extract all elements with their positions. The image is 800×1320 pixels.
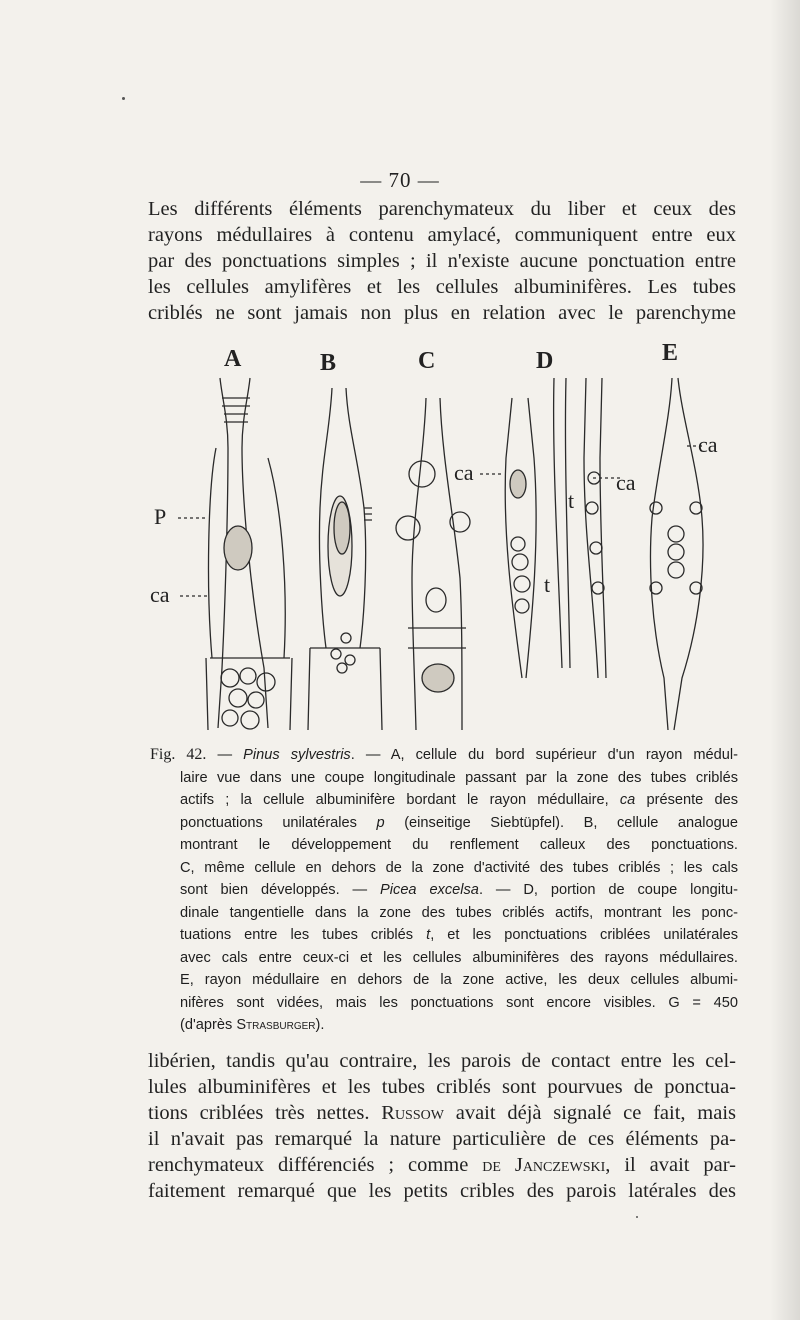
fig-label-t1: t — [568, 488, 575, 513]
caption-line — [150, 789, 738, 812]
author-name: Russow — [381, 1102, 444, 1124]
caption-abbr: ca — [619, 792, 636, 808]
caption-line — [150, 924, 738, 947]
caption-line — [150, 812, 738, 835]
cell-d-drawing — [505, 378, 606, 678]
caption-line — [150, 879, 738, 902]
caption-abbr: t — [426, 927, 431, 943]
species-name: Pinus sylvestris — [243, 747, 351, 763]
text-line: Les différents éléments parenchymateux du liber et ceux des — [148, 198, 736, 220]
caption-text: ponctuations unilatérales — [180, 814, 377, 831]
paper-speck — [122, 97, 125, 100]
body-text: , il avait par- — [605, 1154, 737, 1176]
fig-label-d: D — [536, 348, 554, 374]
body-text: renchymateux différenciés ; comme — [148, 1154, 483, 1176]
paper-speck — [636, 1216, 638, 1218]
fig-label-ca-d: ca — [616, 470, 636, 495]
paragraph-bottom — [148, 1048, 736, 1204]
page-number: — 70 — — [360, 168, 440, 192]
caption-line: avec cals entre ceux-ci et les cellules albuminifères des rayons médullaires. — [180, 949, 738, 966]
fig-label-a: A — [224, 346, 242, 372]
fig-label-e: E — [662, 340, 679, 366]
figure-caption — [150, 744, 738, 1037]
text-line: criblés ne sont jamais non plus en relation avec le parenchyme — [148, 302, 736, 324]
page-edge-shadow — [770, 0, 800, 1320]
fig-label-ca-left: ca — [150, 582, 170, 607]
body-text: avait déjà signalé ce fait, mais — [443, 1102, 737, 1124]
fig-label-t2: t — [544, 572, 551, 597]
body-text: tions criblées très nettes. — [148, 1102, 382, 1124]
paragraph-top — [148, 196, 736, 326]
caption-text: . — A, cellule du bord supérieur d'un rayon médul- — [350, 747, 739, 763]
caption-text: actifs ; la cellule albuminifère bordant le rayon médullaire, — [180, 792, 620, 808]
caption-line: E, rayon médullaire en dehors de la zone active, les deux cellules albumi- — [180, 972, 738, 988]
caption-text: (d'après — [180, 1017, 237, 1033]
fig-label-c: C — [418, 348, 436, 374]
caption-text: (einseitige Siebtüpfel). B, cellule analogue — [384, 814, 738, 831]
fig-label-b: B — [320, 350, 337, 376]
text-line — [148, 1152, 736, 1178]
text-line: faitement remarqué que les petits cribles des parois latérales des — [148, 1180, 736, 1202]
caption-text: . — D, portion de coupe longitu- — [478, 882, 739, 898]
cell-c-drawing — [396, 398, 470, 730]
text-line: par des ponctuations simples ; il n'existe aucune ponctuation entre — [148, 250, 736, 272]
fig-label-p: P — [154, 504, 167, 529]
author-name: de Janczewski — [482, 1154, 606, 1176]
caption-text: , et les ponctuations criblées unilatérales — [430, 927, 738, 943]
caption-text: — — [206, 747, 244, 763]
figure-number: Fig. 42. — [150, 746, 207, 763]
text-line: lules albuminifères et les tubes criblés sont pourvues de ponctua- — [148, 1076, 736, 1098]
caption-text: ). — [315, 1017, 325, 1033]
caption-line: C, même cellule en dehors de la zone d'activité des tubes criblés ; les cals — [180, 859, 738, 876]
botanical-figure — [150, 338, 730, 738]
text-line — [148, 1100, 736, 1126]
text-line: il n'avait pas remarqué la nature particulière de ces éléments pa- — [148, 1128, 736, 1150]
caption-line: laire vue dans une coupe longitudinale passant par la zone des tubes criblés — [180, 769, 738, 786]
text-line: rayons médullaires à contenu amylacé, communiquent entre eux — [148, 224, 736, 246]
fig-label-ca-e: ca — [698, 432, 718, 457]
caption-text: présente des — [635, 792, 738, 808]
caption-line: dinale tangentielle dans la zone des tubes criblés actifs, montrant les ponc- — [180, 904, 738, 921]
fig-label-ca-c: ca — [454, 460, 474, 485]
cell-e-drawing — [650, 378, 703, 730]
caption-text: sont bien développés. — — [180, 882, 381, 898]
caption-line: nifères sont vidées, mais les ponctuations sont encore visibles. G = 450 — [180, 994, 738, 1011]
caption-line — [150, 744, 738, 767]
caption-abbr: p — [376, 814, 385, 831]
caption-text: tuations entre les tubes criblés — [180, 927, 427, 943]
cell-a-drawing — [206, 378, 292, 730]
cell-b-drawing — [308, 388, 382, 730]
text-line: les cellules amylifères et les cellules albuminifères. Les tubes — [148, 276, 736, 298]
caption-line — [150, 1014, 738, 1037]
figure-illustration — [150, 338, 730, 738]
text-line: libérien, tandis qu'au contraire, les parois de contact entre les cel- — [148, 1050, 736, 1072]
author-name: Strasburger — [236, 1017, 316, 1033]
species-name: Picea excelsa — [380, 882, 479, 898]
caption-line: montrant le développement du renflement calleux des ponctuations. — [180, 837, 738, 853]
